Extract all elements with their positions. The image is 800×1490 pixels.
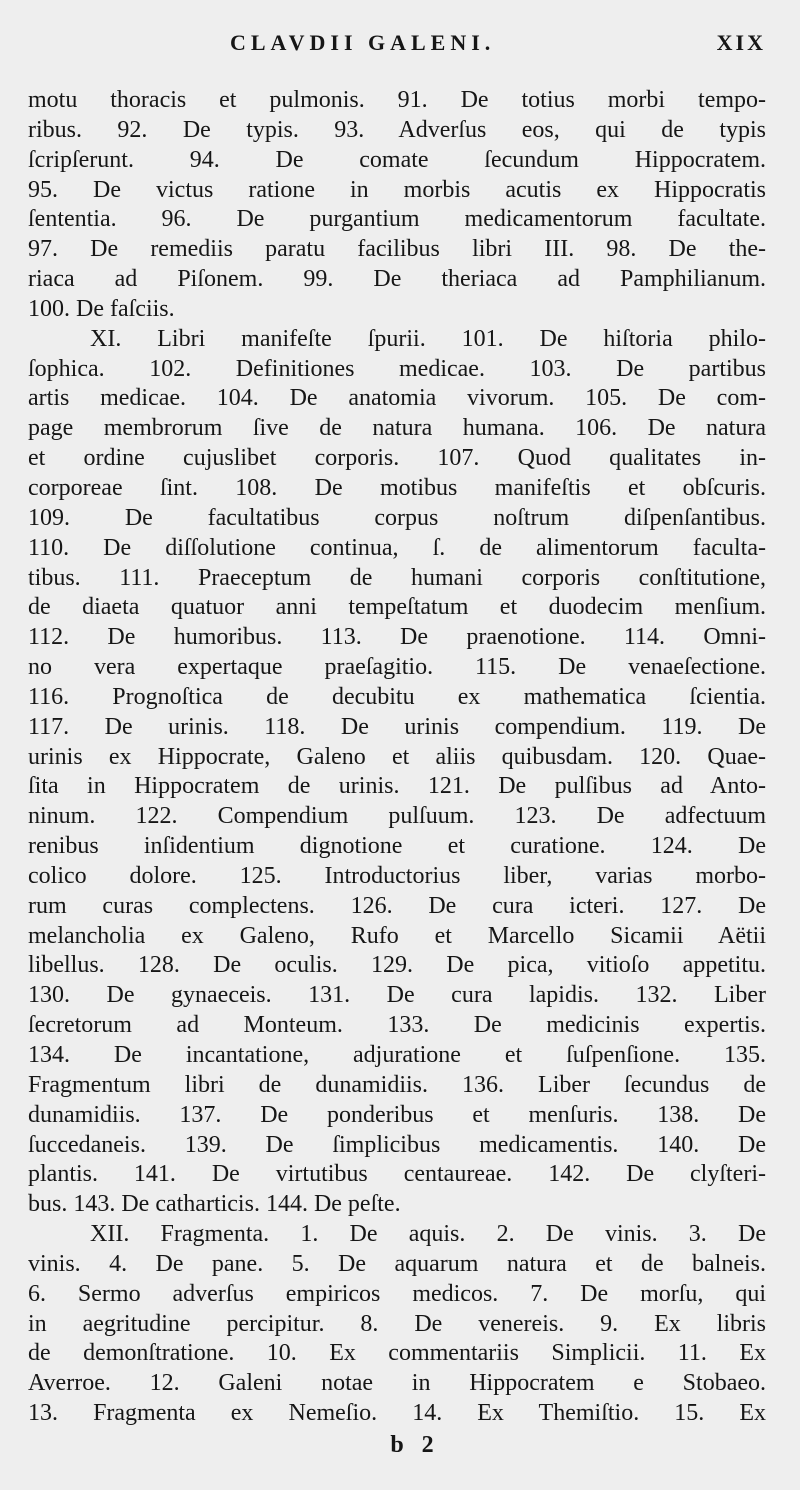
text-line: renibus inſidentium dignotione et curatione. 124. De	[28, 833, 766, 860]
text-line: 95. De victus ratione in morbis acutis ex Hippocratis	[28, 176, 766, 203]
text-line: corporeae ſint. 108. De motibus manifeſtis et obſcuris.	[28, 474, 766, 501]
text-line: 117. De urinis. 118. De urinis compendium. 119. De	[28, 713, 766, 740]
text-line: 134. De incantatione, adjuratione et ſuſpenſione. 135.	[28, 1042, 766, 1068]
text-line: plantis. 141. De virtutibus centaureae. 142. De clyſteri-	[28, 1161, 766, 1188]
text-line: colico dolore. 125. Introductorius liber, varias morbo-	[28, 862, 766, 889]
text-line: artis medicae. 104. De anatomia vivorum. 105. De com-	[28, 385, 766, 412]
text-line: 97. De remediis paratu facilibus libri III. 98. De the-	[28, 236, 766, 263]
text-line: Averroe. 12. Galeni notae in Hippocratem e Stobaeo.	[28, 1370, 766, 1397]
text-line: motu thoracis et pulmonis. 91. De totius morbi tempo-	[28, 87, 766, 113]
text-line: dunamidiis. 137. De ponderibus et menſuris. 138. De	[28, 1101, 766, 1128]
text-line: no vera expertaque praeſagitio. 115. De venaeſectione.	[28, 654, 766, 681]
text-line: 110. De diſſolutione continua, ſ. de alimentorum faculta-	[28, 534, 766, 561]
text-line: urinis ex Hippocrate, Galeno et aliis quibusdam. 120. Quae-	[28, 743, 766, 770]
running-title: CLAVDII GALENI.	[230, 30, 496, 55]
section-heading-line: XII. Fragmenta. 1. De aquis. 2. De vinis. 3. De	[90, 1221, 766, 1248]
text-line: ſita in Hippocratem de urinis. 121. De pulſibus ad Anto-	[28, 773, 766, 800]
text-line: Fragmentum libri de dunamidiis. 136. Liber ſecundus de	[28, 1071, 766, 1098]
text-line: ſophica. 102. Definitiones medicae. 103. De partibus	[28, 355, 766, 382]
page-number: XIX	[716, 30, 766, 55]
text-line: 13. Fragmenta ex Nemeſio. 14. Ex Themiſtio. 15. Ex	[28, 1400, 766, 1427]
text-line: ſuccedaneis. 139. De ſimplicibus medicamentis. 140. De	[28, 1131, 766, 1158]
text-line: riaca ad Piſonem. 99. De theriaca ad Pamphilianum.	[28, 266, 766, 293]
text-line: 116. Prognoſtica de decubitu ex mathematica ſcientia.	[28, 683, 766, 710]
text-line: ſcripſerunt. 94. De comate ſecundum Hippocratem.	[28, 146, 766, 173]
text-line: 100. De faſciis.	[28, 295, 175, 322]
text-line: vinis. 4. De pane. 5. De aquarum natura et de balneis.	[28, 1250, 766, 1277]
text-line: tibus. 111. Praeceptum de humani corporis conſtitutione,	[28, 564, 766, 591]
body-text	[28, 86, 766, 1429]
text-line: 6. Sermo adverſus empiricos medicos. 7. De morſu, qui	[28, 1280, 766, 1307]
signature-mark: b 2	[390, 1432, 440, 1458]
text-line: et ordine cujuslibet corporis. 107. Quod qualitates in-	[28, 445, 766, 472]
text-line: bus. 143. De catharticis. 144. De peſte.	[28, 1191, 401, 1218]
text-line: 109. De facultatibus corpus noſtrum diſpenſantibus.	[28, 504, 766, 531]
text-line: libellus. 128. De oculis. 129. De pica, vitioſo appetitu.	[28, 952, 766, 979]
text-line: melancholia ex Galeno, Rufo et Marcello Sicamii Aëtii	[28, 922, 766, 949]
text-line: ribus. 92. De typis. 93. Adverſus eos, qui de typis	[28, 116, 766, 143]
text-line: 130. De gynaeceis. 131. De cura lapidis. 132. Liber	[28, 982, 766, 1009]
text-line: in aegritudine percipitur. 8. De venereis. 9. Ex libris	[28, 1310, 766, 1337]
text-line: ſententia. 96. De purgantium medicamentorum facultate.	[28, 206, 766, 233]
text-line: ninum. 122. Compendium pulſuum. 123. De adfectuum	[28, 803, 766, 830]
text-line: ſecretorum ad Monteum. 133. De medicinis expertis.	[28, 1012, 766, 1039]
page-header	[0, 30, 800, 60]
text-line: de demonſtratione. 10. Ex commentariis Simplicii. 11. Ex	[28, 1340, 766, 1367]
text-line: de diaeta quatuor anni tempeſtatum et duodecim menſium.	[28, 594, 766, 621]
text-line: rum curas complectens. 126. De cura icteri. 127. De	[28, 892, 766, 919]
text-line: 112. De humoribus. 113. De praenotione. 114. Omni-	[28, 624, 766, 651]
section-heading-line: XI. Libri manifeſte ſpurii. 101. De hiſtoria philo-	[90, 325, 766, 352]
text-line: page membrorum ſive de natura humana. 106. De natura	[28, 415, 766, 442]
